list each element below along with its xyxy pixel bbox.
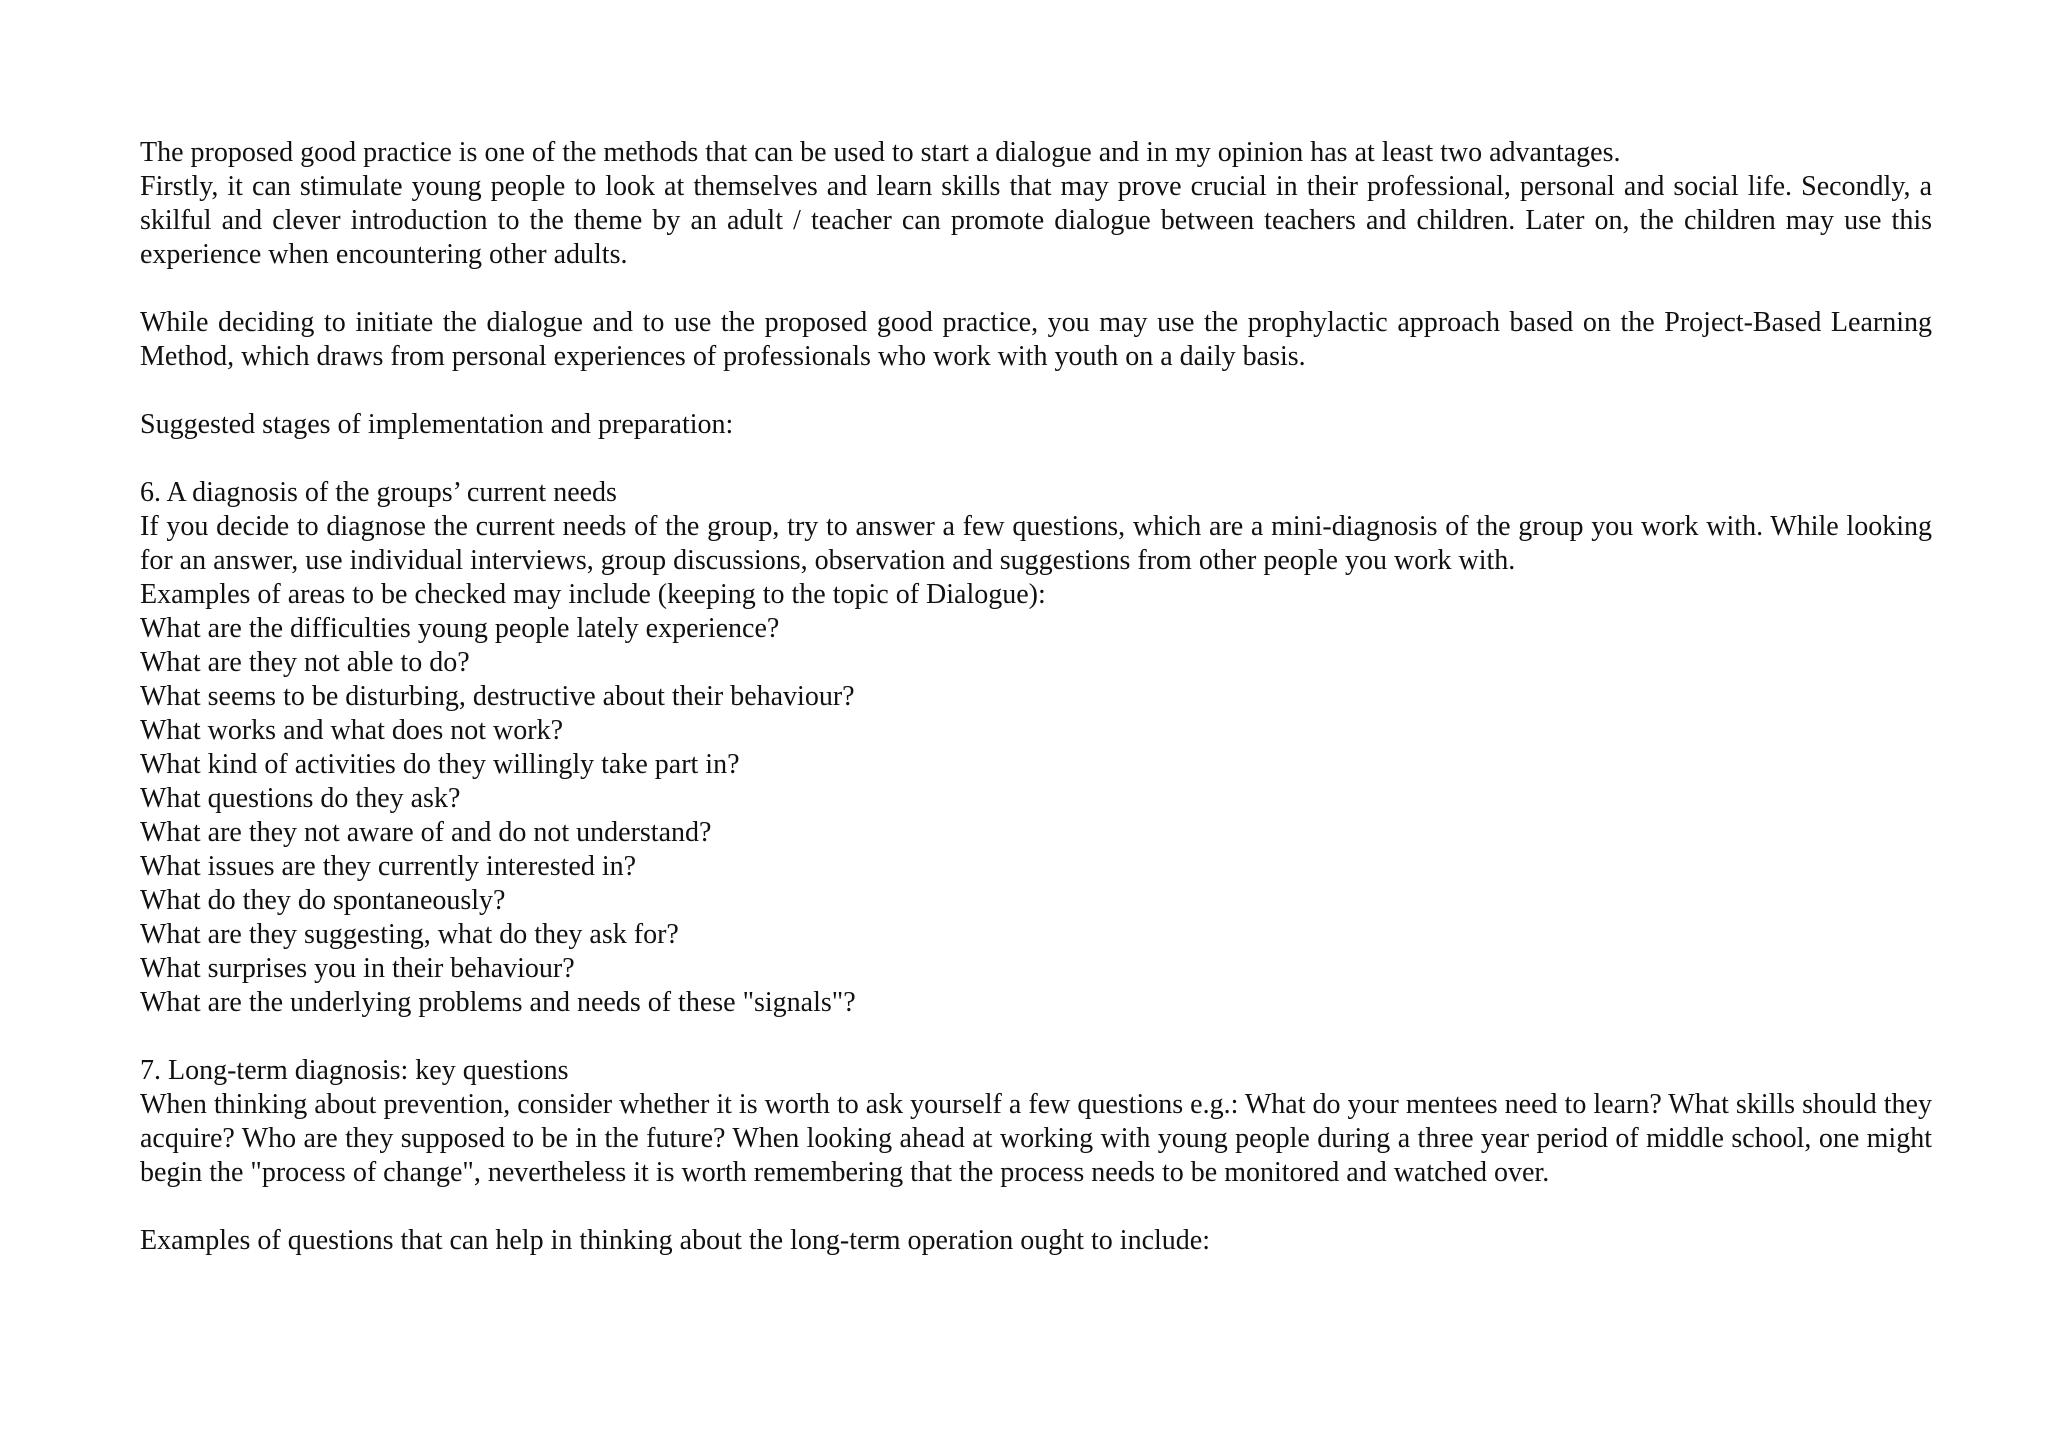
section-6-paragraph: If you decide to diagnose the current needs of the group, try to answer a few questions, which are a mini-diagnosis of the group you work with. While looking for an answer, use individual interviews, group discussions, observation and suggestions from other people you work with. <box>140 511 1932 576</box>
section-7-paragraph: When thinking about prevention, consider whether it is worth to ask yourself a few questions e.g.: What do your mentees need to learn? What skills should they acquire? Who are they supposed to be in the future? When looking ahead at working with young people during a three year period of middle school, one might begin the "process of change", nevertheless it is worth remembering that the process needs to be monitored and watched over. <box>140 1089 1932 1188</box>
intro-paragraph: Firstly, it can stimulate young people to look at themselves and learn skills that may prove crucial in their professional, personal and social life. Secondly, a skilful and clever introduction to the theme by an adult / teacher can promote dialogue between teachers and children. Later on, the children may use this experience when encountering other adults. <box>140 171 1932 270</box>
question-item: What are they not able to do? <box>140 647 470 678</box>
question-item: What questions do they ask? <box>140 783 461 814</box>
document-page <box>140 136 1932 1258</box>
section-6-examples-intro: Examples of areas to be checked may include (keeping to the topic of Dialogue): <box>140 579 1046 610</box>
section-7-title: 7. Long-term diagnosis: key questions <box>140 1055 569 1086</box>
stages-heading: Suggested stages of implementation and preparation: <box>140 409 734 440</box>
approach-paragraph: While deciding to initiate the dialogue and to use the proposed good practice, you may use the prophylactic approach based on the Project-Based Learning Method, which draws from personal experiences of professionals who work with youth on a daily basis. <box>140 307 1932 372</box>
paragraph-spacer <box>140 1020 1932 1054</box>
section-7-examples-intro: Examples of questions that can help in thinking about the long-term operation ought to include: <box>140 1225 1211 1256</box>
question-item: What seems to be disturbing, destructive about their behaviour? <box>140 681 855 712</box>
paragraph-spacer <box>140 272 1932 306</box>
question-item: What are the difficulties young people lately experience? <box>140 613 780 644</box>
question-item: What surprises you in their behaviour? <box>140 953 575 984</box>
question-item: What are they not aware of and do not understand? <box>140 817 712 848</box>
question-item: What works and what does not work? <box>140 715 564 746</box>
paragraph-spacer <box>140 1190 1932 1224</box>
paragraph-spacer <box>140 374 1932 408</box>
paragraph-spacer <box>140 442 1932 476</box>
question-list <box>140 612 1932 1020</box>
question-item: What do they do spontaneously? <box>140 885 506 916</box>
question-item: What are they suggesting, what do they ask for? <box>140 919 679 950</box>
section-6-title: 6. A diagnosis of the groups’ current needs <box>140 477 617 508</box>
section-7 <box>140 1054 1932 1258</box>
question-item: What kind of activities do they willingly take part in? <box>140 749 740 780</box>
question-item: What issues are they currently interested in? <box>140 851 637 882</box>
question-item: What are the underlying problems and needs of these "signals"? <box>140 987 856 1018</box>
intro-sentence: The proposed good practice is one of the methods that can be used to start a dialogue and in my opinion has at least two advantages. <box>140 137 1621 168</box>
section-6 <box>140 476 1932 1020</box>
